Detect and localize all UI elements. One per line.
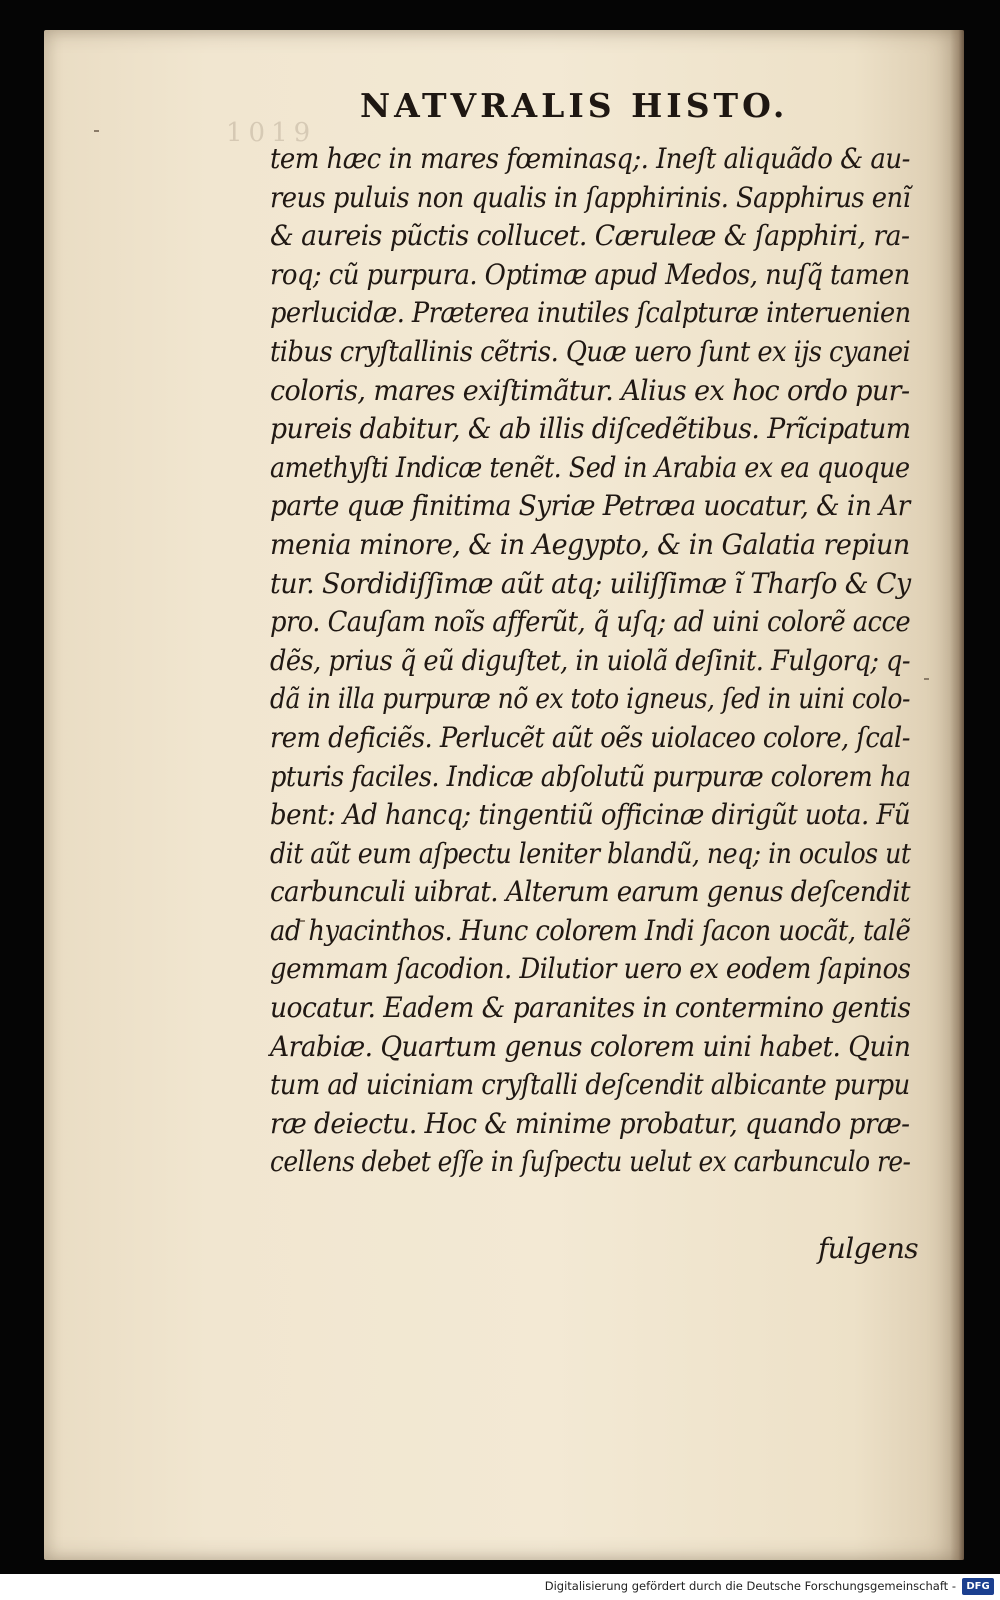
text-line: gemmam ſacodion. Dilutior uero ex eodem ſapinos bbox=[270, 952, 911, 986]
text-line: perlucidæ. Præterea inutiles ſcalpturæ interuenien bbox=[270, 296, 911, 330]
running-head: NATVRALIS HISTO. bbox=[360, 86, 789, 125]
text-line: pturis faciles. Indicæ abſolutũ purpuræ colorem ha bbox=[270, 759, 911, 793]
text-line: parte quæ finitima Syriæ Petræa uocatur, & in Ar bbox=[270, 489, 910, 523]
text-line: tur. Sordidiſſimæ aũt atq; uiliſſimæ ĩ Tharſo & Cy bbox=[270, 566, 911, 600]
text-line: roq; cũ purpura. Optimæ apud Medos, nuſq̃ tamen bbox=[270, 257, 910, 291]
text-line: tem hæc in mares fœminasq;. Ineſt aliquãdo & au- bbox=[270, 142, 910, 175]
text-line: coloris, mares exiſtimãtur. Alius ex hoc ordo pur- bbox=[270, 373, 910, 407]
catchword: fulgens bbox=[818, 1232, 919, 1265]
text-line: reus puluis non qualis in ſapphirinis. Sapphirus enĩ bbox=[270, 180, 911, 214]
text-line: uocatur. Eadem & paranites in contermino gentis bbox=[270, 991, 911, 1025]
funding-credit: Digitalisierung gefördert durch die Deutsche Forschungsgemeinschaft - bbox=[544, 1579, 956, 1593]
text-line: bent: Ad hancq; tingentiũ officinæ dirigũt uota. Fũ bbox=[270, 798, 911, 832]
bleed-through-text: 1019 bbox=[226, 118, 317, 148]
text-line: amethyſti Indicæ tenẽt. Sed in Arabia ex ea quoque bbox=[270, 450, 910, 484]
dfg-logo: DFG bbox=[962, 1578, 994, 1595]
text-line: cellens debet eſſe in ſuſpectu uelut ex carbunculo re- bbox=[270, 1145, 911, 1179]
text-line: dã in illa purpuræ nõ ex toto igneus, ſed in uini colo- bbox=[270, 682, 910, 716]
text-line: tum ad uiciniam cryſtalli deſcendit albicante purpu bbox=[270, 1068, 910, 1102]
text-line: menia minore, & in Aegypto, & in Galatia repiun bbox=[270, 527, 910, 561]
text-line: dit aũt eum aſpectu leniter blandũ, neq; in oculos ut bbox=[270, 836, 911, 870]
margin-speck bbox=[94, 130, 99, 132]
text-line: rem deficiẽs. Perlucẽt aũt oẽs uiolaceo colore, ſcal- bbox=[270, 720, 910, 754]
page-edge-shadow bbox=[950, 30, 964, 1560]
text-line: tibus cryſtallinis cẽtris. Quæ uero ſunt ex ijs cyanei bbox=[270, 334, 911, 368]
text-line: carbunculi uibrat. Alterum earum genus deſcendit bbox=[270, 875, 910, 909]
margin-speck bbox=[924, 678, 929, 680]
text-block bbox=[270, 140, 910, 1182]
text-line: ad hyacinthos. Hunc colorem Indi ſacon uocãt, talẽ bbox=[270, 913, 911, 947]
footer-bar bbox=[0, 1574, 1000, 1600]
text-line: pro. Cauſam noĩs afferũt, q̃ uſq; ad uini colorẽ acce bbox=[270, 605, 911, 639]
text-line: Arabiæ. Quartum genus colorem uini habet. Quin bbox=[270, 1029, 911, 1063]
text-line: ræ deiectu. Hoc & minime probatur, quando præ- bbox=[270, 1106, 910, 1140]
text-line: pureis dabitur, & ab illis diſcedẽtibus. Prĩcipatum bbox=[270, 412, 911, 446]
text-line: & aureis pũctis collucet. Cæruleæ & ſapphiri, ra- bbox=[270, 219, 910, 253]
text-line: dẽs, prius q̃ eũ diguſtet, in uiolã deſinit. Fulgorq; q- bbox=[270, 643, 911, 677]
